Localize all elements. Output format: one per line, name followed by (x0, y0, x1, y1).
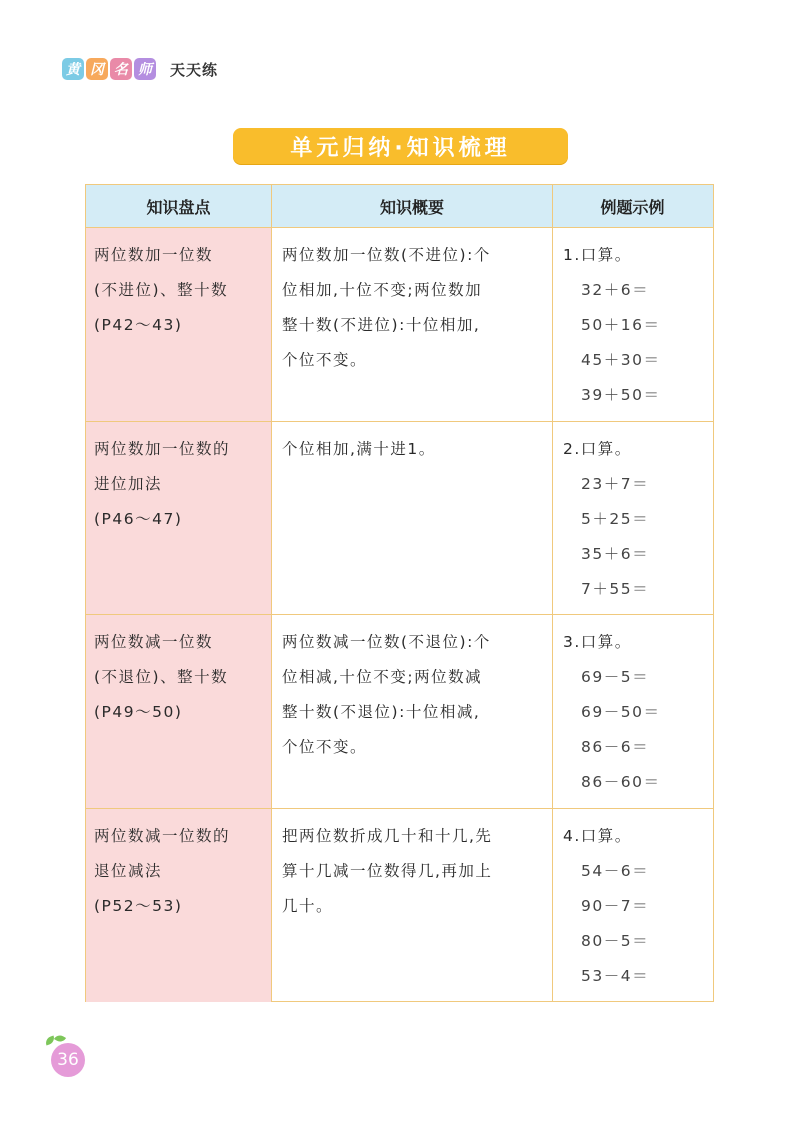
topic-line: (P49～50) (94, 703, 183, 721)
topic-line: (P52～53) (94, 896, 183, 915)
summary-line: 整十数(不退位):十位相减, (282, 703, 481, 721)
summary-line: 个位相加,满十进1。 (282, 439, 436, 458)
topic-line: 两位数减一位数 (94, 633, 214, 651)
table-row (86, 809, 713, 1003)
topic-line: 退位减法 (94, 861, 163, 880)
summary-cell (272, 615, 553, 808)
example-item: 7＋55＝ (581, 579, 650, 598)
summary-line: 几十。 (282, 896, 334, 915)
summary-line: 位相加,十位不变;两位数加 (282, 281, 483, 299)
brand-char-3: 名 (110, 58, 132, 80)
topic-cell (86, 809, 272, 1003)
brand-char-1: 黄 (62, 58, 84, 80)
header-topic: 知识盘点 (86, 185, 272, 227)
example-title: 4.口算。 (563, 826, 632, 845)
page-number-badge (45, 1035, 101, 1079)
topic-cell (86, 422, 272, 615)
brand-subtitle: 天天练 (170, 60, 219, 79)
summary-line: 算十几减一位数得几,再加上 (282, 861, 493, 880)
example-item: 39＋50＝ (581, 386, 661, 404)
example-item: 54－6＝ (581, 861, 650, 880)
topic-line: (P42～43) (94, 316, 183, 334)
knowledge-table (85, 184, 714, 1002)
topic-line: 两位数加一位数的 (94, 439, 231, 458)
example-title: 2.口算。 (563, 439, 632, 458)
brand-header (62, 58, 218, 80)
example-item: 80－5＝ (581, 931, 650, 950)
topic-line: 进位加法 (94, 474, 163, 493)
table-body (86, 228, 713, 1002)
example-cell (553, 809, 712, 1003)
example-cell (553, 422, 712, 615)
example-item: 69－50＝ (581, 703, 661, 721)
summary-cell (272, 228, 553, 421)
summary-line: 个位不变。 (282, 351, 368, 369)
example-cell (553, 615, 712, 808)
topic-cell (86, 228, 272, 421)
example-item: 45＋30＝ (581, 351, 661, 369)
summary-cell (272, 422, 553, 615)
example-item: 86－60＝ (581, 773, 661, 791)
header-summary: 知识概要 (272, 185, 553, 227)
summary-line: 把两位数折成几十和十几,先 (282, 826, 493, 845)
example-title: 3.口算。 (563, 633, 632, 651)
page-number: 36 (51, 1043, 85, 1077)
table-row (86, 615, 713, 809)
example-item: 69－5＝ (581, 668, 650, 686)
example-item: 86－6＝ (581, 738, 650, 756)
table-row (86, 228, 713, 422)
example-item: 5＋25＝ (581, 509, 650, 528)
example-item: 50＋16＝ (581, 316, 661, 334)
table-row (86, 422, 713, 616)
topic-line: 两位数加一位数 (94, 246, 214, 264)
section-banner: 单元归纳·知识梳理 (233, 128, 568, 164)
topic-line: (不进位)、整十数 (94, 281, 229, 299)
brand-char-4: 师 (134, 58, 156, 80)
example-cell (553, 228, 712, 421)
topic-line: (P46～47) (94, 509, 183, 528)
header-example: 例题示例 (600, 197, 665, 217)
summary-line: 两位数加一位数(不进位):个 (282, 246, 491, 264)
summary-line: 两位数减一位数(不退位):个 (282, 633, 491, 651)
example-item: 35＋6＝ (581, 544, 650, 563)
topic-cell (86, 615, 272, 808)
brand-logo (62, 58, 156, 80)
summary-line: 位相减,十位不变;两位数减 (282, 668, 483, 686)
example-title: 1.口算。 (563, 246, 632, 264)
summary-line: 整十数(不进位):十位相加, (282, 316, 481, 334)
example-item: 32＋6＝ (581, 281, 650, 299)
table-header (86, 185, 713, 228)
brand-char-2: 冈 (86, 58, 108, 80)
topic-line: (不退位)、整十数 (94, 668, 229, 686)
example-item: 53－4＝ (581, 966, 650, 985)
summary-cell (272, 809, 553, 1003)
example-item: 23＋7＝ (581, 474, 650, 493)
summary-line: 个位不变。 (282, 738, 368, 756)
topic-line: 两位数减一位数的 (94, 826, 231, 845)
example-item: 90－7＝ (581, 896, 650, 915)
